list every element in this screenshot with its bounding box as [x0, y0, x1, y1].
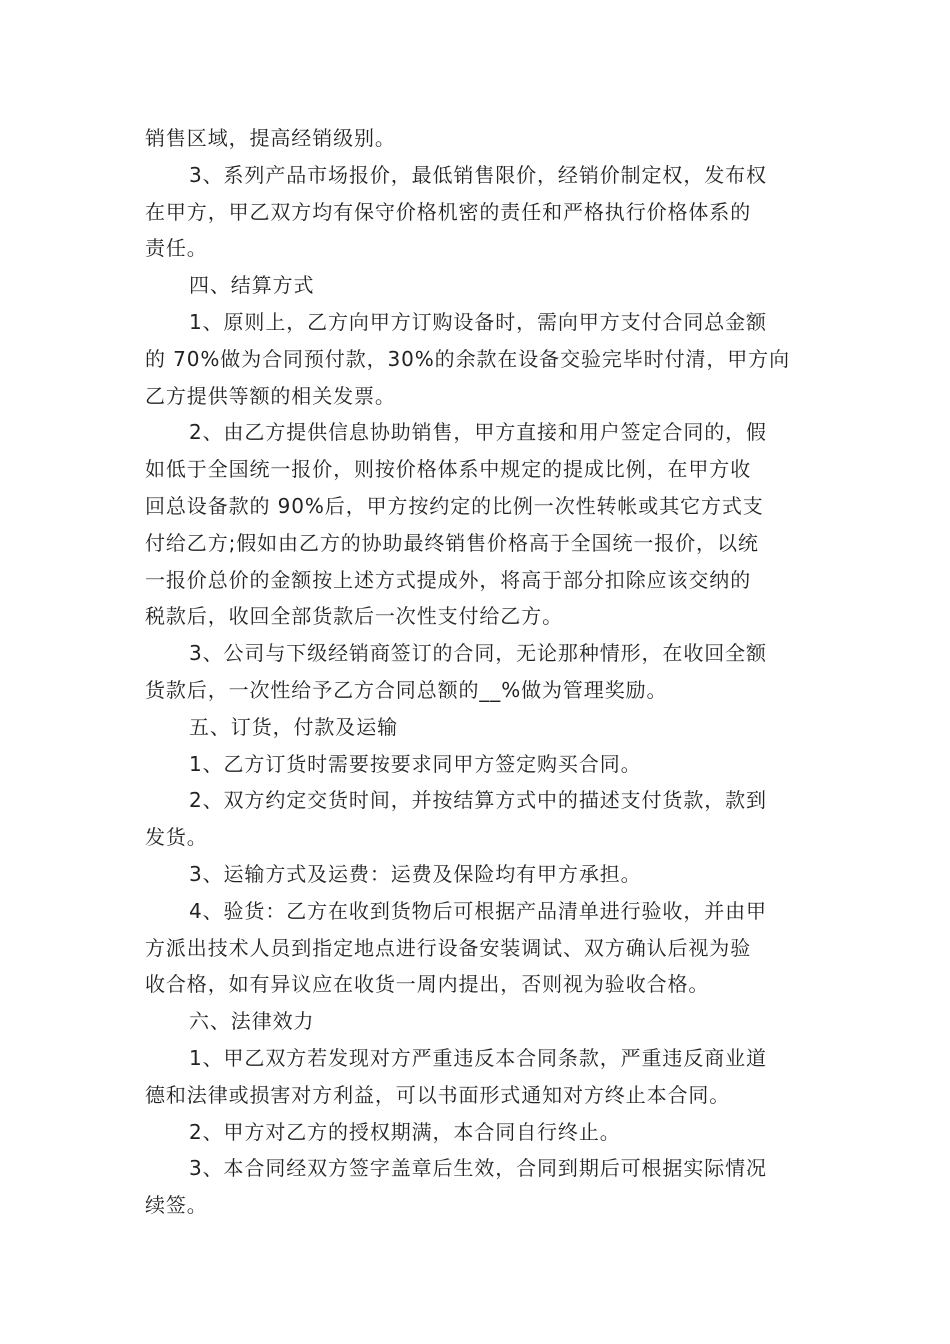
text-line: 3、本合同经双方签字盖章后生效，合同到期后可根据实际情况: [189, 1156, 767, 1181]
text-line: 1、乙方订货时需要按要求同甲方签定购买合同。: [189, 751, 642, 776]
text-line: 的 70%做为合同预付款，30%的余款在设备交验完毕时付清，甲方向: [145, 346, 790, 371]
text-line: 续签。: [145, 1193, 208, 1218]
text-line: 收合格，如有异议应在收货一周内提出，否则视为验收合格。: [145, 972, 710, 997]
text-line: 2、甲方对乙方的授权期满，本合同自行终止。: [189, 1119, 621, 1144]
text-line: 3、系列产品市场报价，最低销售限价，经销价制定权，发布权: [189, 162, 767, 187]
text-line: 德和法律或损害对方利益，可以书面形式通知对方终止本合同。: [145, 1082, 731, 1107]
text-line: 1、甲乙双方若发现对方严重违反本合同条款，严重违反商业道: [189, 1045, 767, 1070]
text-line: 回总设备款的 90%后，甲方按约定的比例一次性转帐或其它方式支: [145, 493, 764, 518]
text-line: 付给乙方;假如由乙方的协助最终销售价格高于全国统一报价，以统: [145, 530, 759, 555]
text-line: 1、原则上，乙方向甲方订购设备时，需向甲方支付合同总金额: [189, 309, 767, 334]
text-line: 货款后，一次性给予乙方合同总额的__%做为管理奖励。: [145, 677, 668, 702]
text-line: 责任。: [145, 236, 208, 261]
text-line: 2、由乙方提供信息协助销售，甲方直接和用户签定合同的，假: [189, 420, 767, 445]
section-heading: 四、结算方式: [189, 273, 315, 298]
document-body: [145, 120, 810, 1224]
text-line: 一报价总价的金额按上述方式提成外，将高于部分扣除应该交纳的: [145, 567, 752, 592]
text-line: 3、公司与下级经销商签订的合同，无论那种情形，在收回全额: [189, 641, 767, 666]
text-line: 2、双方约定交货时间，并按结算方式中的描述支付货款，款到: [189, 788, 767, 813]
text-line: 方派出技术人员到指定地点进行设备安装调试、双方确认后视为验: [145, 935, 752, 960]
text-line: 税款后，收回全部货款后一次性支付给乙方。: [145, 604, 563, 629]
text-line: 乙方提供等额的相关发票。: [145, 383, 396, 408]
text-line: 如低于全国统一报价，则按价格体系中规定的提成比例，在甲方收: [145, 457, 752, 482]
text-line: 发货。: [145, 825, 208, 850]
section-heading: 六、法律效力: [189, 1009, 315, 1034]
text-line: 3、运输方式及运费：运费及保险均有甲方承担。: [189, 861, 642, 886]
text-line: 销售区域，提高经销级别。: [145, 126, 396, 150]
text-line: 4、验货：乙方在收到货物后可根据产品清单进行验收，并由甲: [189, 898, 767, 923]
section-heading: 五、订货，付款及运输: [189, 714, 398, 739]
text-line: 在甲方，甲乙双方均有保守价格机密的责任和严格执行价格体系的: [145, 199, 752, 224]
